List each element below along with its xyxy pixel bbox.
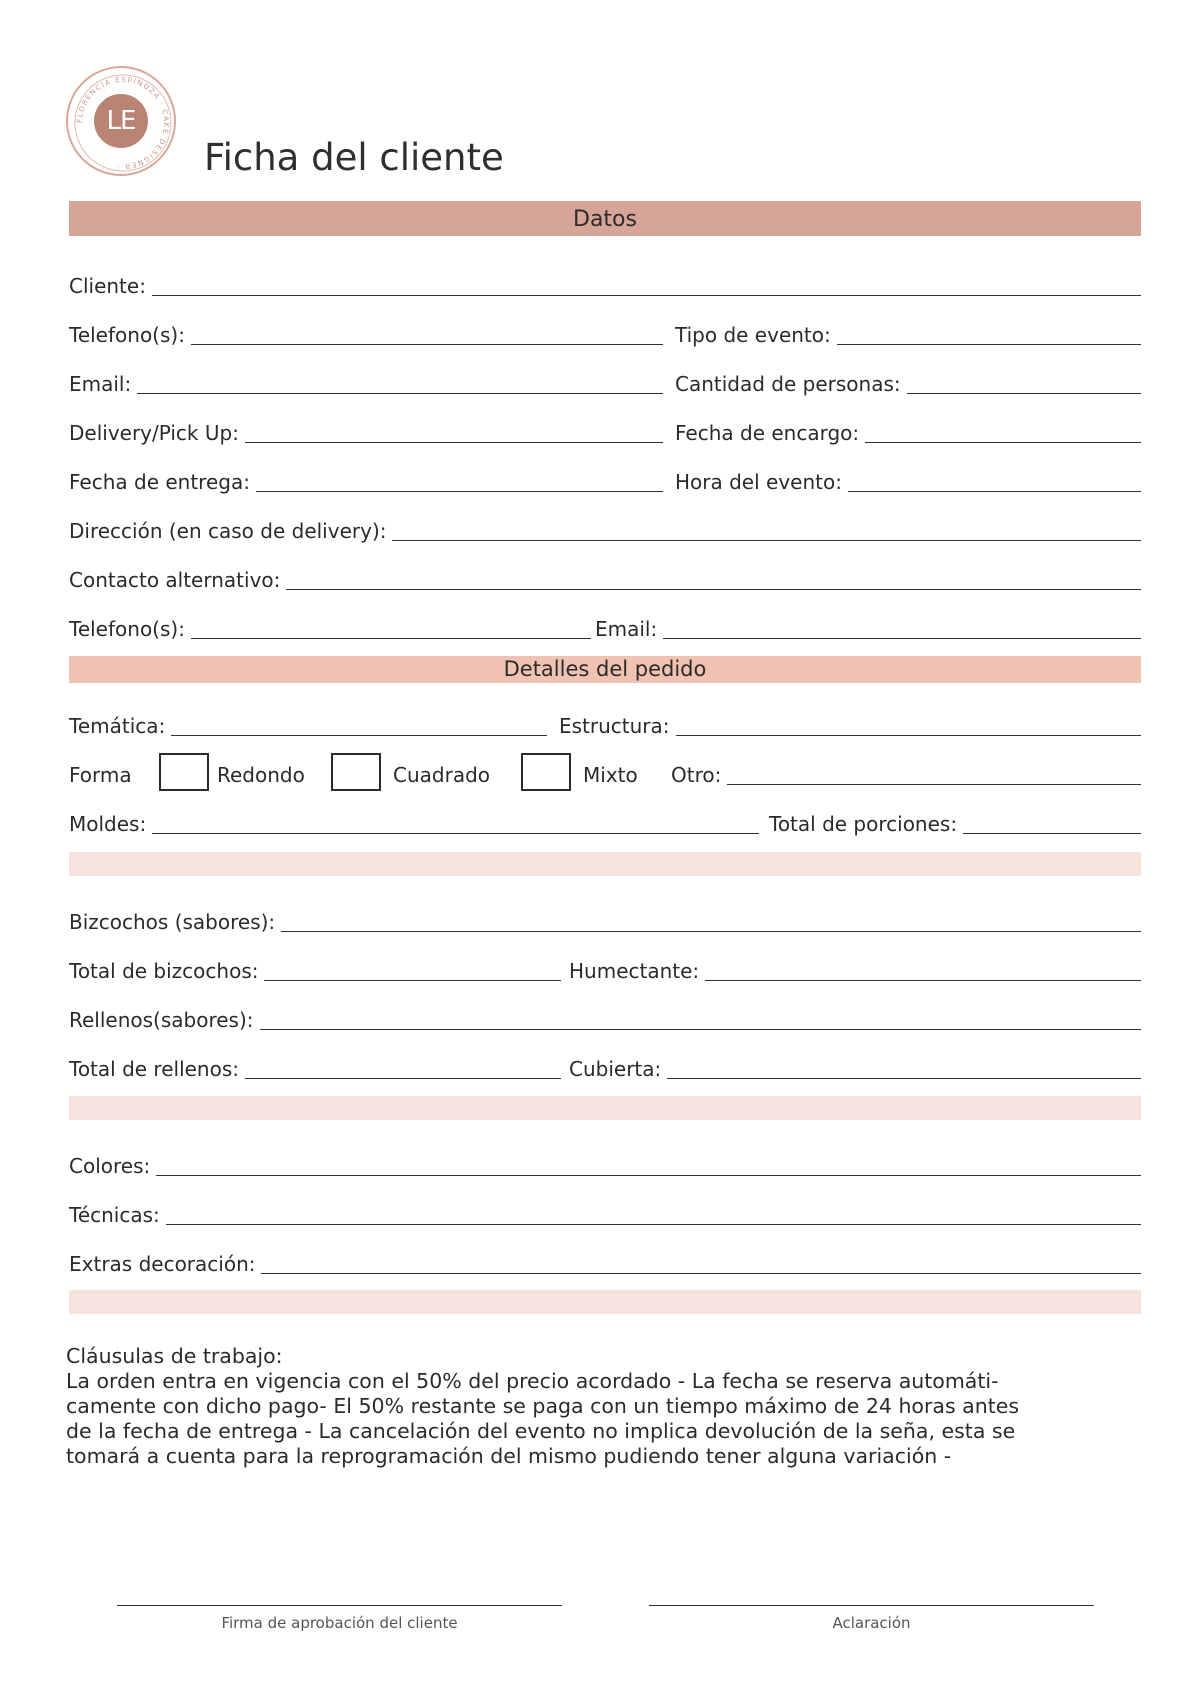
row-telefonos [69, 317, 1141, 347]
field-delivery-pickup[interactable] [69, 415, 663, 445]
label-mixto: Mixto [583, 763, 638, 787]
field-total-bizcochos[interactable] [69, 953, 561, 983]
logo-monogram: LE [94, 94, 148, 148]
input-line-cantidad-personas[interactable] [907, 373, 1141, 394]
input-line-moldes[interactable] [152, 813, 759, 834]
label-bizcochos: Bizcochos (sabores): [69, 910, 276, 934]
row-fecha-entrega [69, 464, 1141, 494]
label-hora-evento: Hora del evento: [675, 470, 842, 494]
row-extras [69, 1246, 1141, 1276]
field-cubierta[interactable] [569, 1051, 1141, 1081]
input-line-extras[interactable] [261, 1253, 1141, 1274]
label-cantidad-personas: Cantidad de personas: [675, 372, 901, 396]
clause-line: La orden entra en vigencia con el 50% del precio acordado - La fecha se reserva automáti- [66, 1369, 999, 1393]
input-line-hora-evento[interactable] [848, 471, 1141, 492]
label-forma: Forma [69, 763, 132, 787]
field-total-porciones[interactable] [769, 806, 1141, 836]
input-line-tematica[interactable] [171, 715, 547, 736]
input-line-total-porciones[interactable] [963, 813, 1141, 834]
field-extras[interactable] [69, 1246, 1141, 1276]
field-tipo-evento[interactable] [675, 317, 1141, 347]
option-cuadrado [393, 757, 496, 787]
clause-line: tomará a cuenta para la reprogramación del mismo pudiendo tener alguna variación - [66, 1444, 952, 1468]
field-moldes[interactable] [69, 806, 759, 836]
field-total-rellenos[interactable] [69, 1051, 561, 1081]
clause-line: camente con dicho pago- El 50% restante se paga con un tiempo máximo de 24 horas antes [66, 1394, 1020, 1418]
input-line-colores[interactable] [156, 1155, 1141, 1176]
label-forma-wrap [69, 757, 138, 787]
checkbox-cuadrado[interactable] [331, 753, 381, 791]
label-moldes: Moldes: [69, 812, 147, 836]
row-moldes [69, 806, 1141, 836]
input-line-delivery-pickup[interactable] [245, 422, 663, 443]
label-total-porciones: Total de porciones: [769, 812, 958, 836]
label-tecnicas: Técnicas: [69, 1203, 160, 1227]
label-otro: Otro: [671, 763, 722, 787]
section-header-datos: Datos [69, 201, 1141, 236]
label-tipo-evento: Tipo de evento: [675, 323, 831, 347]
row-contacto-alt-datos [69, 611, 1141, 641]
clauses-heading: Cláusulas de trabajo: [66, 1344, 283, 1368]
input-line-telefonos-alt[interactable] [191, 618, 591, 639]
option-mixto [583, 757, 644, 787]
field-email-alt[interactable] [595, 611, 1141, 641]
input-line-tipo-evento[interactable] [837, 324, 1141, 345]
field-hora-evento[interactable] [675, 464, 1141, 494]
signature-line-client[interactable] [117, 1605, 562, 1606]
field-contacto-alternativo[interactable] [69, 562, 1141, 592]
signature-line-clarification[interactable] [649, 1605, 1094, 1606]
row-tematica [69, 708, 1141, 738]
label-colores: Colores: [69, 1154, 151, 1178]
input-line-cubierta[interactable] [667, 1058, 1141, 1079]
checkbox-redondo[interactable] [159, 753, 209, 791]
input-line-contacto-alternativo[interactable] [286, 569, 1141, 590]
row-email [69, 366, 1141, 396]
row-cliente [69, 268, 1141, 298]
field-fecha-entrega[interactable] [69, 464, 663, 494]
row-bizcochos [69, 904, 1141, 934]
input-line-estructura[interactable] [676, 715, 1141, 736]
label-rellenos: Rellenos(sabores): [69, 1008, 254, 1032]
field-colores[interactable] [69, 1148, 1141, 1178]
field-rellenos[interactable] [69, 1002, 1141, 1032]
row-total-rellenos [69, 1051, 1141, 1081]
input-line-email-alt[interactable] [663, 618, 1141, 639]
field-telefonos[interactable] [69, 317, 663, 347]
input-line-humectante[interactable] [705, 960, 1141, 981]
section-divider [69, 1096, 1141, 1120]
row-colores [69, 1148, 1141, 1178]
label-contacto-alternativo: Contacto alternativo: [69, 568, 281, 592]
input-line-total-bizcochos[interactable] [264, 960, 561, 981]
row-delivery [69, 415, 1141, 445]
section-divider [69, 852, 1141, 876]
label-direccion: Dirección (en caso de delivery): [69, 519, 387, 543]
input-line-rellenos[interactable] [260, 1009, 1141, 1030]
label-total-bizcochos: Total de bizcochos: [69, 959, 259, 983]
label-redondo: Redondo [217, 763, 305, 787]
input-line-bizcochos[interactable] [281, 911, 1141, 932]
field-estructura[interactable] [559, 708, 1141, 738]
label-email: Email: [69, 372, 132, 396]
row-rellenos [69, 1002, 1141, 1032]
field-fecha-encargo[interactable] [675, 415, 1141, 445]
label-extras: Extras decoración: [69, 1252, 256, 1276]
row-total-bizcochos [69, 953, 1141, 983]
signature-label-clarification: Aclaración [832, 1614, 911, 1632]
row-forma [69, 757, 1141, 787]
label-estructura: Estructura: [559, 714, 670, 738]
row-contacto-alternativo [69, 562, 1141, 592]
input-line-otro[interactable] [727, 764, 1141, 785]
option-redondo [217, 757, 311, 787]
logo-ring-text: FLORENCIA ESPINOZA · CAKE DESIGNER · [75, 75, 171, 171]
label-total-rellenos: Total de rellenos: [69, 1057, 239, 1081]
label-telefonos-alt: Telefono(s): [69, 617, 185, 641]
clause-line: de la fecha de entrega - La cancelación del evento no implica devolución de la seña, esta se [66, 1419, 1016, 1443]
input-line-fecha-entrega[interactable] [256, 471, 663, 492]
label-humectante: Humectante: [569, 959, 700, 983]
field-tematica[interactable] [69, 708, 547, 738]
field-otro[interactable] [671, 757, 1141, 787]
field-tecnicas[interactable] [69, 1197, 1141, 1227]
input-line-cliente[interactable] [152, 275, 1141, 296]
label-email-alt: Email: [595, 617, 658, 641]
field-bizcochos[interactable] [69, 904, 1141, 934]
row-direccion [69, 513, 1141, 543]
label-tematica: Temática: [69, 714, 166, 738]
input-line-email[interactable] [137, 373, 663, 394]
label-telefonos: Telefono(s): [69, 323, 185, 347]
row-tecnicas [69, 1197, 1141, 1227]
label-cubierta: Cubierta: [569, 1057, 662, 1081]
field-direccion[interactable] [69, 513, 1141, 543]
field-humectante[interactable] [569, 953, 1141, 983]
section-divider [69, 1290, 1141, 1314]
work-clauses [66, 1344, 1146, 1469]
field-cantidad-personas[interactable] [675, 366, 1141, 396]
checkbox-mixto[interactable] [521, 753, 571, 791]
section-header-detalles: Detalles del pedido [69, 656, 1141, 683]
input-line-direccion[interactable] [392, 520, 1141, 541]
input-line-tecnicas[interactable] [166, 1204, 1141, 1225]
input-line-fecha-encargo[interactable] [865, 422, 1141, 443]
label-cliente: Cliente: [69, 274, 146, 298]
label-cuadrado: Cuadrado [393, 763, 491, 787]
page-title: Ficha del cliente [204, 136, 504, 179]
brand-logo [66, 66, 176, 176]
signature-label-client: Firma de aprobación del cliente [221, 1614, 458, 1632]
field-cliente[interactable] [69, 268, 1141, 298]
label-fecha-encargo: Fecha de encargo: [675, 421, 860, 445]
field-email[interactable] [69, 366, 663, 396]
label-fecha-entrega: Fecha de entrega: [69, 470, 250, 494]
input-line-total-rellenos[interactable] [245, 1058, 561, 1079]
input-line-telefonos[interactable] [191, 324, 663, 345]
label-delivery-pickup: Delivery/Pick Up: [69, 421, 239, 445]
field-telefonos-alt[interactable] [69, 611, 591, 641]
